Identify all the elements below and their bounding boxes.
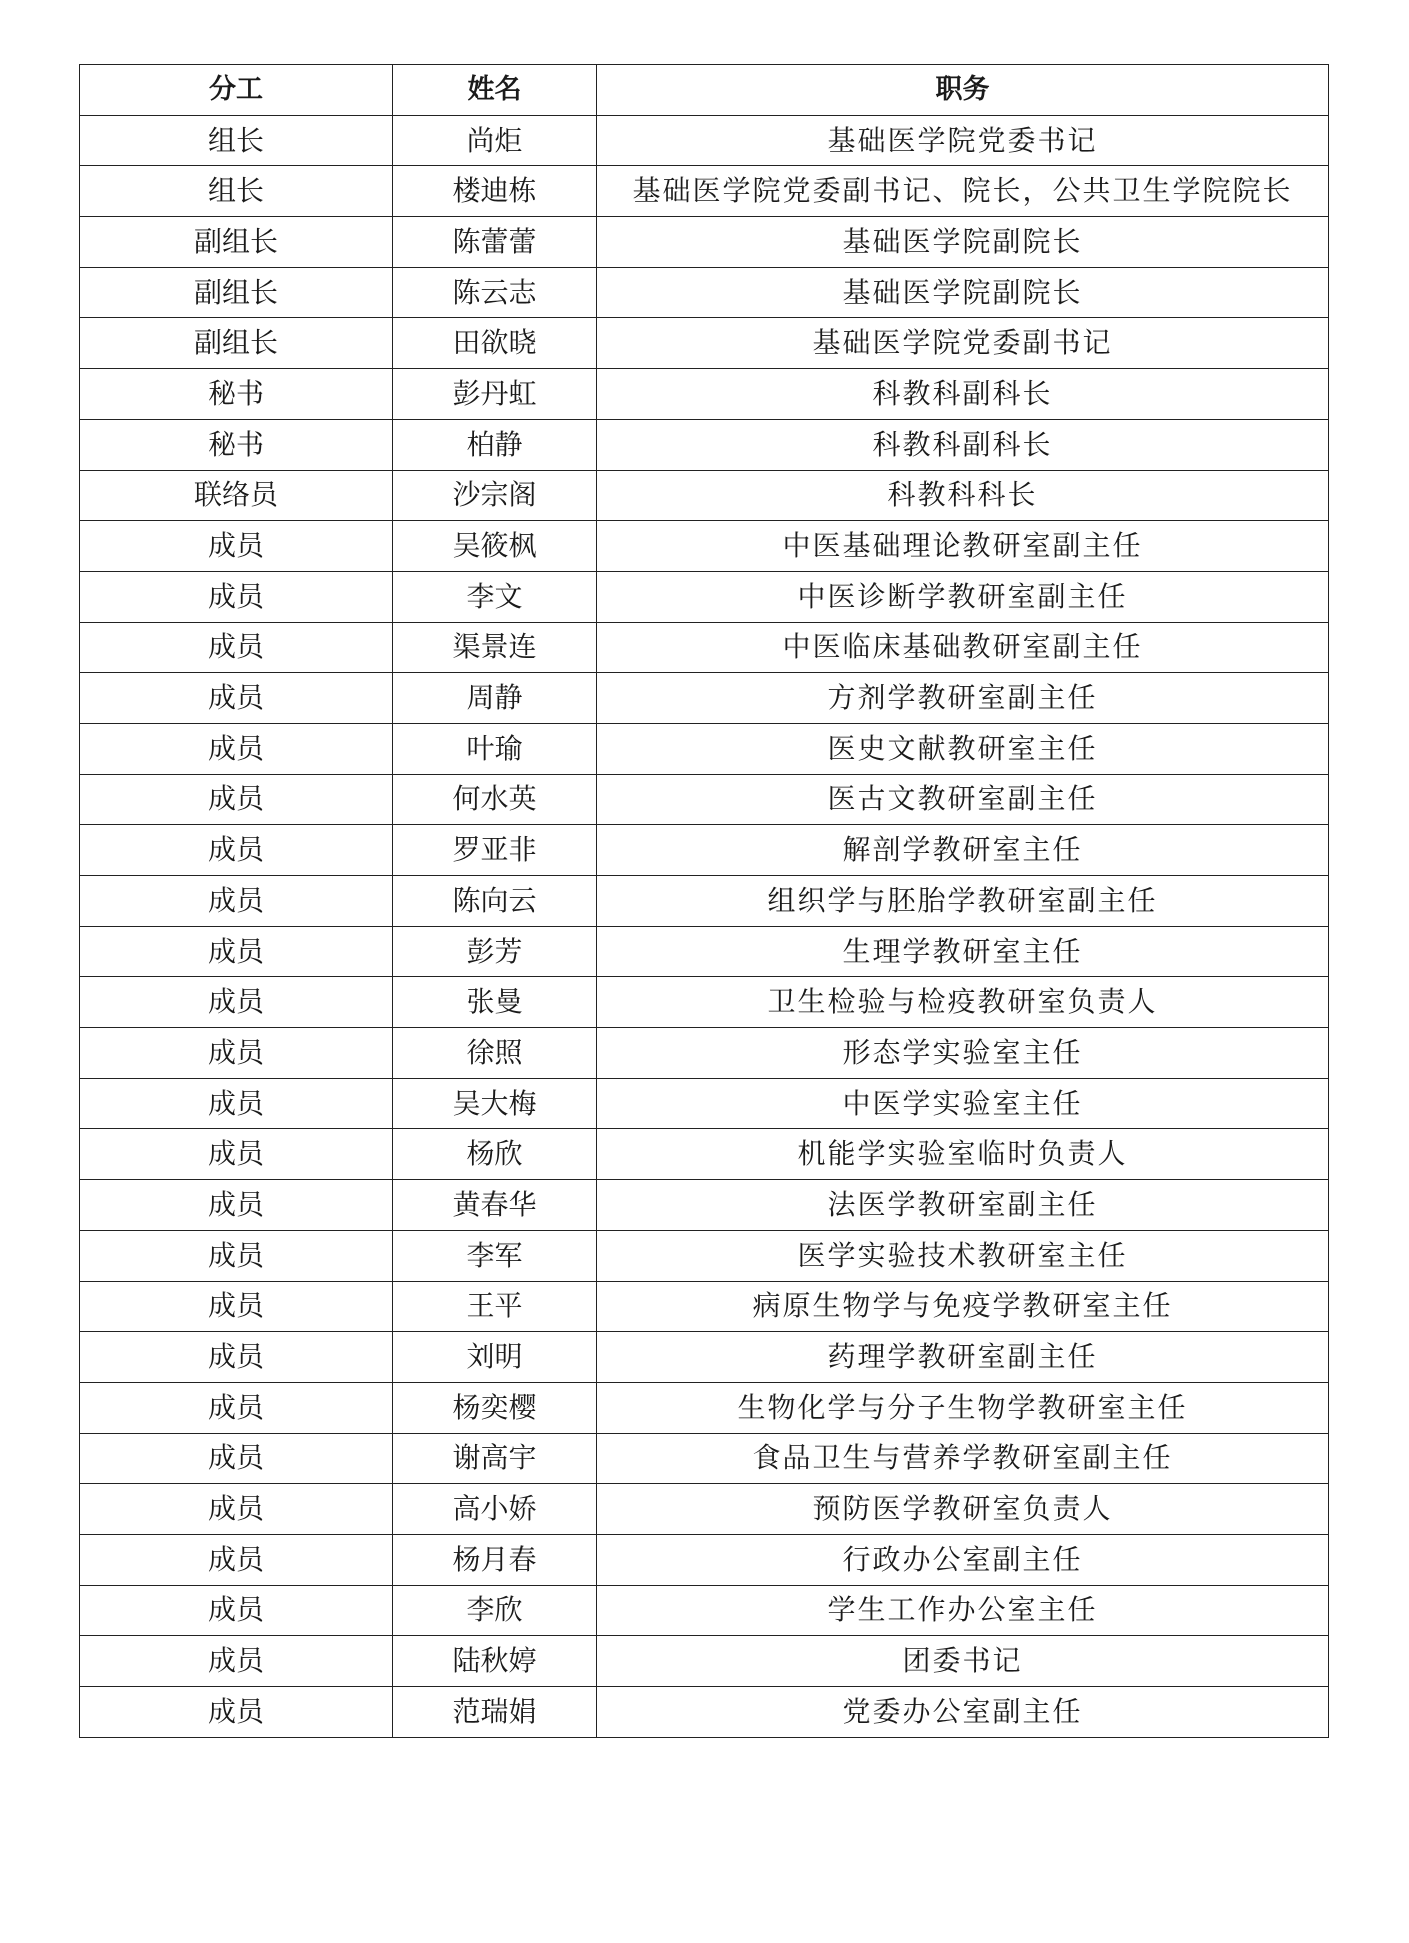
header-role: 分工 — [80, 65, 393, 116]
table-row — [80, 521, 1329, 572]
name-cell: 黄春华 — [393, 1180, 597, 1231]
position-cell: 药理学教研室副主任 — [597, 1332, 1329, 1383]
name-cell: 沙宗阁 — [393, 470, 597, 521]
table-row — [80, 1281, 1329, 1332]
role-cell: 成员 — [80, 622, 393, 673]
position-cell: 科教科副科长 — [597, 419, 1329, 470]
roster-table — [79, 64, 1329, 1738]
name-cell: 吴大梅 — [393, 1078, 597, 1129]
role-cell: 成员 — [80, 825, 393, 876]
table-row — [80, 1332, 1329, 1383]
table-row — [80, 369, 1329, 420]
position-cell: 中医学实验室主任 — [597, 1078, 1329, 1129]
table-row — [80, 1078, 1329, 1129]
position-cell: 中医基础理论教研室副主任 — [597, 521, 1329, 572]
table-row — [80, 1382, 1329, 1433]
name-cell: 彭丹虹 — [393, 369, 597, 420]
position-cell: 科教科副科长 — [597, 369, 1329, 420]
roster-body — [80, 115, 1329, 1737]
role-cell: 组长 — [80, 166, 393, 217]
table-row — [80, 673, 1329, 724]
position-cell: 机能学实验室临时负责人 — [597, 1129, 1329, 1180]
position-cell: 基础医学院副院长 — [597, 217, 1329, 268]
name-cell: 徐照 — [393, 1028, 597, 1079]
role-cell: 组长 — [80, 115, 393, 166]
role-cell: 成员 — [80, 1484, 393, 1535]
position-cell: 组织学与胚胎学教研室副主任 — [597, 876, 1329, 927]
position-cell: 医史文献教研室主任 — [597, 723, 1329, 774]
role-cell: 成员 — [80, 1078, 393, 1129]
name-cell: 叶瑜 — [393, 723, 597, 774]
role-cell: 成员 — [80, 1180, 393, 1231]
header-position: 职务 — [597, 65, 1329, 116]
name-cell: 楼迪栋 — [393, 166, 597, 217]
name-cell: 尚炬 — [393, 115, 597, 166]
name-cell: 田欲晓 — [393, 318, 597, 369]
position-cell: 食品卫生与营养学教研室副主任 — [597, 1433, 1329, 1484]
role-cell: 副组长 — [80, 318, 393, 369]
role-cell: 成员 — [80, 774, 393, 825]
position-cell: 党委办公室副主任 — [597, 1687, 1329, 1738]
name-cell: 陆秋婷 — [393, 1636, 597, 1687]
position-cell: 形态学实验室主任 — [597, 1028, 1329, 1079]
table-row — [80, 1230, 1329, 1281]
role-cell: 成员 — [80, 1230, 393, 1281]
name-cell: 渠景连 — [393, 622, 597, 673]
role-cell: 成员 — [80, 1281, 393, 1332]
table-row — [80, 622, 1329, 673]
name-cell: 陈向云 — [393, 876, 597, 927]
position-cell: 生物化学与分子生物学教研室主任 — [597, 1382, 1329, 1433]
name-cell: 杨欣 — [393, 1129, 597, 1180]
name-cell: 彭芳 — [393, 926, 597, 977]
role-cell: 副组长 — [80, 217, 393, 268]
name-cell: 何水英 — [393, 774, 597, 825]
role-cell: 成员 — [80, 1332, 393, 1383]
table-row — [80, 1534, 1329, 1585]
position-cell: 生理学教研室主任 — [597, 926, 1329, 977]
name-cell: 范瑞娟 — [393, 1687, 597, 1738]
table-row — [80, 825, 1329, 876]
name-cell: 刘明 — [393, 1332, 597, 1383]
name-cell: 李文 — [393, 571, 597, 622]
name-cell: 王平 — [393, 1281, 597, 1332]
name-cell: 高小娇 — [393, 1484, 597, 1535]
name-cell: 张曼 — [393, 977, 597, 1028]
position-cell: 学生工作办公室主任 — [597, 1585, 1329, 1636]
header-row — [80, 65, 1329, 116]
table-row — [80, 318, 1329, 369]
table-row — [80, 723, 1329, 774]
position-cell: 卫生检验与检疫教研室负责人 — [597, 977, 1329, 1028]
role-cell: 秘书 — [80, 369, 393, 420]
name-cell: 李欣 — [393, 1585, 597, 1636]
role-cell: 成员 — [80, 1129, 393, 1180]
role-cell: 成员 — [80, 1382, 393, 1433]
position-cell: 方剂学教研室副主任 — [597, 673, 1329, 724]
role-cell: 成员 — [80, 521, 393, 572]
table-row — [80, 267, 1329, 318]
position-cell: 科教科科长 — [597, 470, 1329, 521]
role-cell: 成员 — [80, 723, 393, 774]
table-row — [80, 977, 1329, 1028]
table-row — [80, 1129, 1329, 1180]
position-cell: 解剖学教研室主任 — [597, 825, 1329, 876]
name-cell: 谢高宇 — [393, 1433, 597, 1484]
role-cell: 成员 — [80, 1687, 393, 1738]
table-row — [80, 926, 1329, 977]
role-cell: 联络员 — [80, 470, 393, 521]
position-cell: 基础医学院党委副书记 — [597, 318, 1329, 369]
table-row — [80, 1585, 1329, 1636]
table-row — [80, 1484, 1329, 1535]
role-cell: 成员 — [80, 977, 393, 1028]
table-row — [80, 217, 1329, 268]
name-cell: 罗亚非 — [393, 825, 597, 876]
position-cell: 基础医学院党委书记 — [597, 115, 1329, 166]
role-cell: 成员 — [80, 571, 393, 622]
table-row — [80, 166, 1329, 217]
table-row — [80, 1180, 1329, 1231]
table-row — [80, 470, 1329, 521]
table-row — [80, 419, 1329, 470]
position-cell: 中医临床基础教研室副主任 — [597, 622, 1329, 673]
position-cell: 预防医学教研室负责人 — [597, 1484, 1329, 1535]
name-cell: 周静 — [393, 673, 597, 724]
name-cell: 吴筱枫 — [393, 521, 597, 572]
name-cell: 陈云志 — [393, 267, 597, 318]
role-cell: 成员 — [80, 673, 393, 724]
position-cell: 病原生物学与免疫学教研室主任 — [597, 1281, 1329, 1332]
name-cell: 陈蕾蕾 — [393, 217, 597, 268]
role-cell: 成员 — [80, 1585, 393, 1636]
position-cell: 医学实验技术教研室主任 — [597, 1230, 1329, 1281]
name-cell: 柏静 — [393, 419, 597, 470]
header-name: 姓名 — [393, 65, 597, 116]
table-row — [80, 1636, 1329, 1687]
role-cell: 副组长 — [80, 267, 393, 318]
name-cell: 杨月春 — [393, 1534, 597, 1585]
table-row — [80, 115, 1329, 166]
role-cell: 成员 — [80, 1636, 393, 1687]
name-cell: 杨奕樱 — [393, 1382, 597, 1433]
table-row — [80, 1687, 1329, 1738]
role-cell: 成员 — [80, 926, 393, 977]
role-cell: 成员 — [80, 1433, 393, 1484]
name-cell: 李军 — [393, 1230, 597, 1281]
role-cell: 秘书 — [80, 419, 393, 470]
position-cell: 基础医学院党委副书记、院长，公共卫生学院院长 — [597, 166, 1329, 217]
position-cell: 医古文教研室副主任 — [597, 774, 1329, 825]
role-cell: 成员 — [80, 1534, 393, 1585]
position-cell: 行政办公室副主任 — [597, 1534, 1329, 1585]
position-cell: 法医学教研室副主任 — [597, 1180, 1329, 1231]
table-row — [80, 876, 1329, 927]
position-cell: 团委书记 — [597, 1636, 1329, 1687]
table-row — [80, 774, 1329, 825]
position-cell: 中医诊断学教研室副主任 — [597, 571, 1329, 622]
table-row — [80, 571, 1329, 622]
role-cell: 成员 — [80, 876, 393, 927]
table-row — [80, 1028, 1329, 1079]
position-cell: 基础医学院副院长 — [597, 267, 1329, 318]
role-cell: 成员 — [80, 1028, 393, 1079]
table-row — [80, 1433, 1329, 1484]
